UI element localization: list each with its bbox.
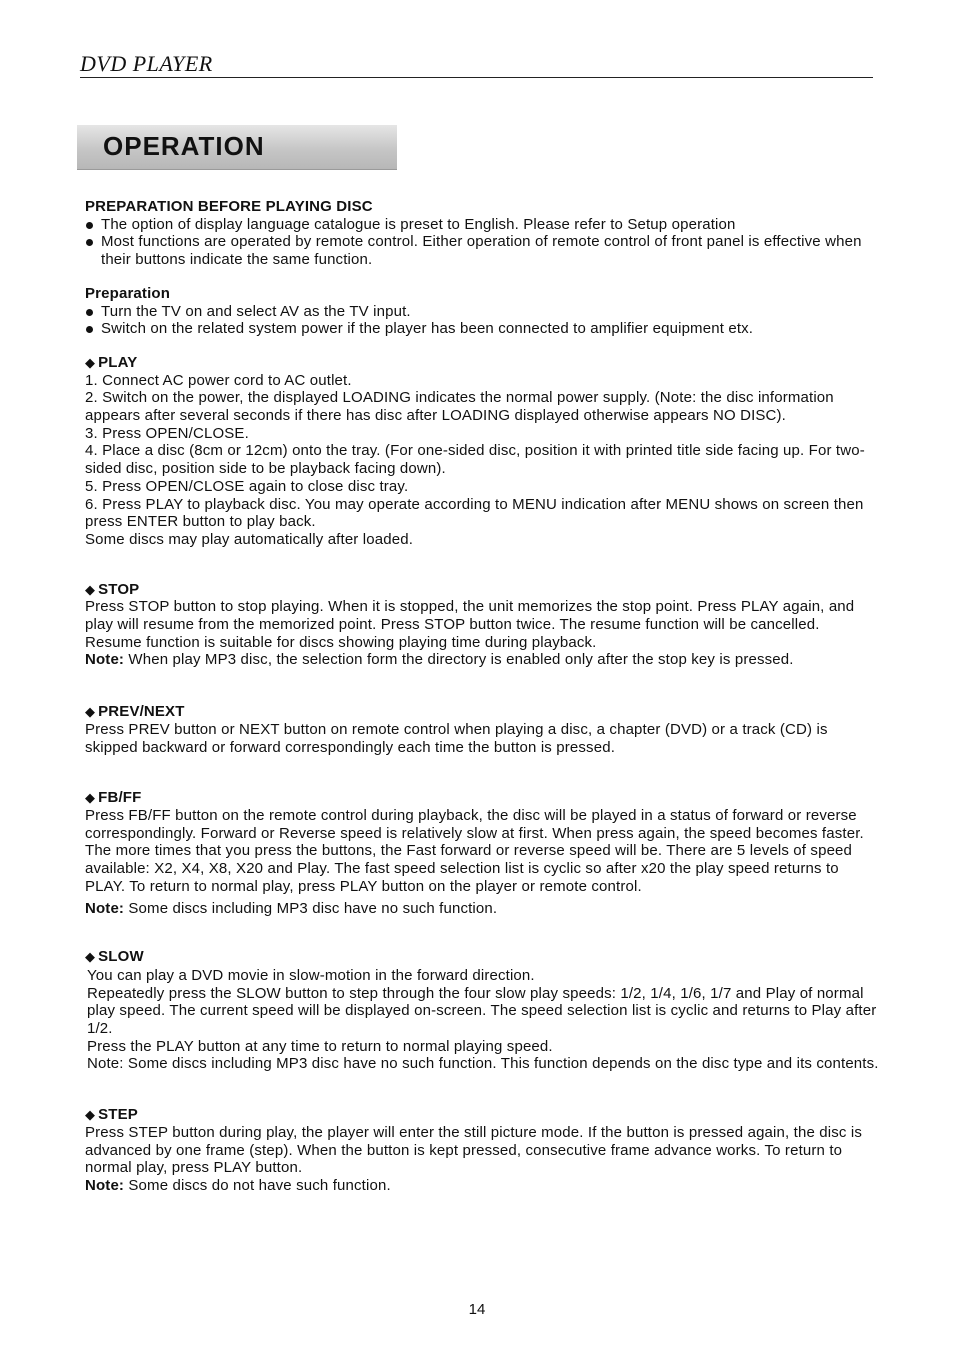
section-title: ◆ PLAY — [85, 353, 138, 371]
section-step — [85, 1106, 880, 1195]
play-step: 6. Press PLAY to playback disc. You may operate according to MENU indication after MENU shows on screen then press ENTER button to play back. — [85, 495, 864, 531]
list-item-text: Turn the TV on and select AV as the TV input. — [101, 302, 411, 320]
list-item — [85, 216, 880, 234]
section-stop — [85, 581, 880, 670]
play-step: 1. Connect AC power cord to AC outlet. — [85, 371, 352, 389]
section-title: PREPARATION BEFORE PLAYING DISC — [85, 198, 373, 215]
section-text: You can play a DVD movie in slow-motion in the forward direction. — [87, 966, 535, 984]
list-item-text: Switch on the related system power if the player has been connected to amplifier equipment etx. — [101, 320, 754, 338]
section-text: Note: Some discs including MP3 disc have no such function. This function depends on the disc type and its contents. — [87, 1055, 879, 1073]
content-body — [85, 198, 880, 1195]
diamond-icon: ◆ — [85, 949, 96, 965]
bullet-icon — [86, 309, 93, 316]
play-step: 2. Switch on the power, the displayed LOADING indicates the normal power supply. (Note: the disc information appears after several seconds if there has disc after LOADING displayed otherwise appears NO DISC). — [85, 389, 834, 425]
note: Note: Some discs do not have such function. — [85, 1176, 391, 1194]
section-text: Repeatedly press the SLOW button to step through the four slow play speeds: 1/2, 1/4, 1/6, 1/7 and Play of normal play speed. The current speed will be displayed on-screen. The speed selection list is cyclic and returns to Play after 1/2. — [87, 984, 877, 1038]
section-title: ◆ SLOW — [85, 948, 144, 966]
section-prep-disc — [85, 198, 880, 269]
diamond-icon: ◆ — [85, 581, 96, 597]
note: Note: Some discs including MP3 disc have no such function. — [85, 899, 498, 917]
diamond-icon: ◆ — [85, 790, 96, 806]
section-title: ◆ STEP — [85, 1106, 138, 1124]
section-text: Press PREV button or NEXT button on remote control when playing a disc, a chapter (DVD) or a track (CD) is skipped backward or forward correspondingly each time the button is pressed. — [85, 720, 828, 756]
bullet-list — [85, 216, 880, 269]
banner-title: OPERATION — [103, 131, 265, 161]
page-number: 14 — [468, 1301, 486, 1318]
section-slow — [85, 948, 880, 1073]
section-title: ◆ FB/FF — [85, 789, 142, 807]
bullet-icon — [86, 239, 93, 246]
section-play — [85, 354, 880, 549]
section-text: Press FB/FF button on the remote control during playback, the disc will be played in a status of forward or reverse correspondingly. Forward or Reverse speed is relatively slow at first. When press again, the speed becomes faster. The more times that you press the buttons, the Fast forward or reverse speed will be. There are 5 levels of speed available: X2, X4, X8, X20 and Play. The fast speed selection list is cyclic so after x20 the play speed returns to PLAY. To return to normal play, press PLAY button on the player or remote control. — [85, 806, 864, 895]
play-step: 4. Place a disc (8cm or 12cm) onto the tray. (For one-sided disc, position it with printed title side facing up. For two-sided disc, position side to be playback facing down). — [85, 442, 865, 478]
play-step: Some discs may play automatically after loaded. — [85, 530, 414, 548]
section-preparation — [85, 285, 880, 338]
list-item-text: Most functions are operated by remote control. Either operation of remote control of front panel is effective when their buttons indicate the same function. — [101, 233, 862, 269]
bullet-list — [85, 303, 880, 338]
play-step: 3. Press OPEN/CLOSE. — [85, 424, 249, 442]
section-title: Preparation — [85, 284, 171, 302]
diamond-icon: ◆ — [85, 704, 96, 720]
section-prev-next — [85, 703, 880, 756]
header-divider — [80, 77, 873, 78]
section-text: Press STEP button during play, the player will enter the still picture mode. If the button is pressed again, the disc is advanced by one frame (step). When the button is kept pressed, consecutive frame advance works. To return to normal play, press PLAY button. — [85, 1123, 863, 1177]
section-text: Press the PLAY button at any time to return to normal playing speed. — [87, 1037, 553, 1055]
bullet-icon — [86, 326, 93, 333]
section-title: ◆ STOP — [85, 580, 140, 598]
note: Note: When play MP3 disc, the selection form the directory is enabled only after the stop key is pressed. — [85, 651, 794, 669]
list-item-text: The option of display language catalogue is preset to English. Please refer to Setup operation — [101, 215, 736, 233]
section-text: Press STOP button to stop playing. When it is stopped, the unit memorizes the stop point. Press PLAY again, and play will resume from the memorized point. Press STOP button twice. The resume function will be cancelled. Resume function is suitable for discs showing playing time during playback. — [85, 598, 855, 651]
list-item — [85, 320, 880, 338]
section-fb-ff — [85, 789, 880, 917]
bullet-icon — [86, 222, 93, 229]
diamond-icon: ◆ — [85, 354, 96, 370]
list-item — [85, 233, 880, 268]
section-title: ◆ PREV/NEXT — [85, 703, 185, 721]
list-item — [85, 303, 880, 321]
play-step: 5. Press OPEN/CLOSE again to close disc tray. — [85, 477, 409, 495]
section-banner — [77, 125, 397, 170]
document-header-title: DVD PLAYER — [80, 51, 213, 76]
diamond-icon: ◆ — [85, 1107, 96, 1123]
